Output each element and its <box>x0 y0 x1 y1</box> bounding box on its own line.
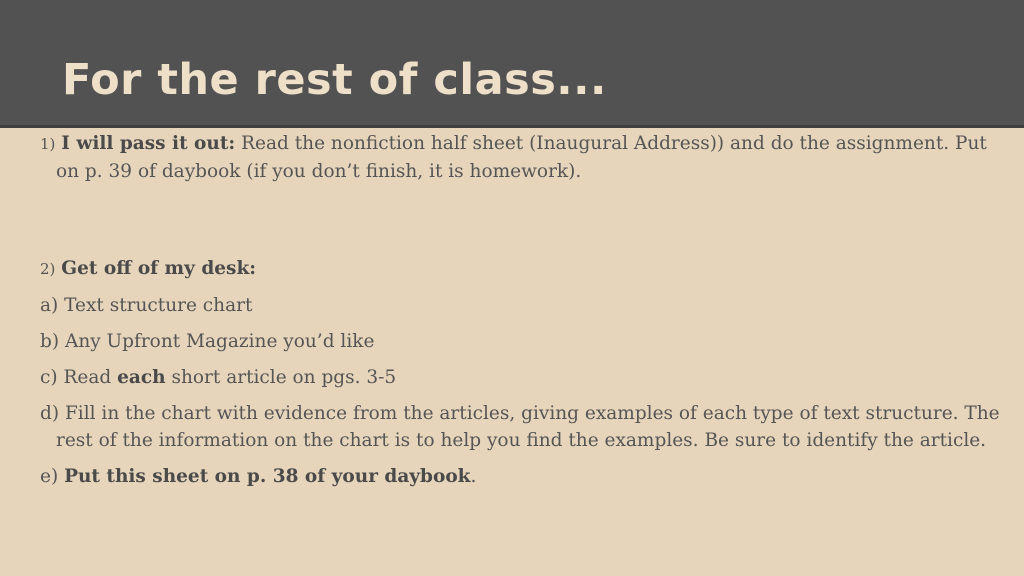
step-a <box>40 292 1002 319</box>
step-e-bold: Put this sheet on p. 38 of your daybook <box>64 466 471 487</box>
slide-body <box>40 128 1002 490</box>
step-d-prefix: d) <box>40 403 60 424</box>
step-c-post: short article on pgs. 3-5 <box>171 367 397 388</box>
item-1-text: Read the nonfiction half sheet (Inaugural Address)) and do the assignment. Put on p. 39 of daybook (if you don’t finish, it is homework). <box>56 133 987 182</box>
step-a-text: Text structure chart <box>64 295 253 316</box>
item-2-number: 2) <box>40 260 56 278</box>
item-1-number: 1) <box>40 135 56 153</box>
step-a-prefix: a) <box>40 295 59 316</box>
step-c-pre: Read <box>63 367 112 388</box>
item-2 <box>40 255 1002 283</box>
step-d-text: Fill in the chart with evidence from the articles, giving examples of each type of text structure. The rest of the information on the chart is to help you find the examples. Be sure to identify the article. <box>56 403 1000 451</box>
step-b-text: Any Upfront Magazine you’d like <box>64 331 375 352</box>
item-1 <box>40 130 1002 185</box>
step-c <box>40 364 1002 391</box>
step-b-prefix: b) <box>40 331 60 352</box>
step-e-post: . <box>470 466 477 487</box>
item-2-heading: Get off of my desk: <box>61 258 257 279</box>
step-e-prefix: e) <box>40 466 59 487</box>
step-d <box>40 400 1002 454</box>
item-1-heading: I will pass it out: <box>61 133 236 154</box>
step-c-prefix: c) <box>40 367 58 388</box>
step-b <box>40 328 1002 355</box>
slide-title: For the rest of class... <box>62 55 607 105</box>
step-e <box>40 463 1002 490</box>
title-bar <box>0 0 1024 128</box>
step-c-bold: each <box>117 367 166 388</box>
